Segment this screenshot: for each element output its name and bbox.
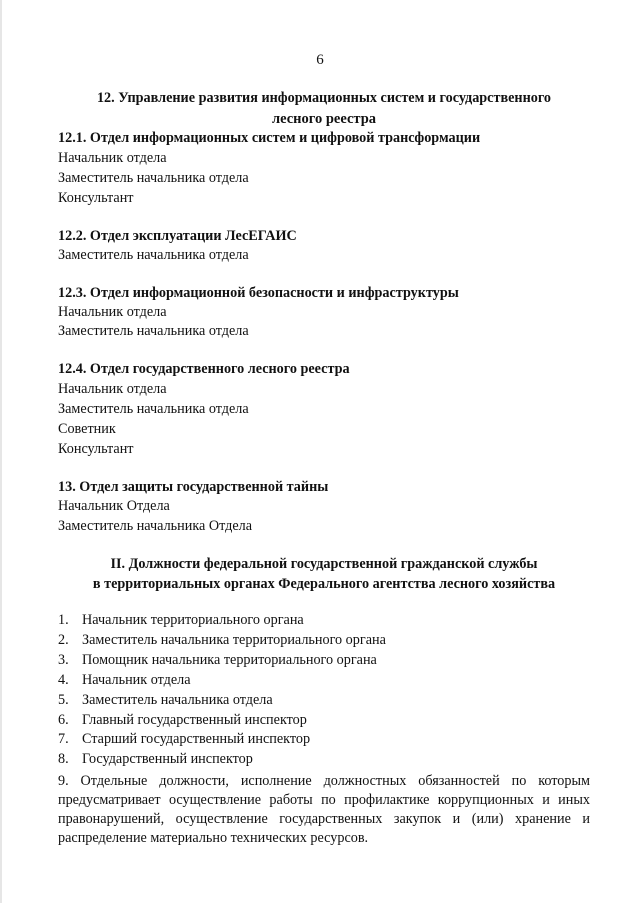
item-number: 1.	[58, 612, 69, 628]
list-item	[58, 611, 386, 631]
item-text: Заместитель начальника территориального органа	[82, 631, 386, 648]
item-number: 8.	[58, 751, 69, 768]
position-line: Заместитель начальника отдела	[58, 323, 249, 339]
section-12-title-line1: 12. Управление развития информационных систем и государственного	[96, 90, 552, 106]
list-item	[58, 631, 386, 651]
subsection-12-3-title: 12.3. Отдел информационной безопасности и инфраструктуры	[58, 285, 459, 301]
position-line: Начальник Отдела	[58, 498, 170, 514]
item-number: 7.	[58, 731, 69, 748]
item-9-paragraph: 9. Отдельные должности, исполнение должностных обязанностей по которым предусматривает осуществление работы по профилактике коррупционных и иных правонарушений, осуществление государственных закупок и (или) хранение и распределение материально технических ресурсов.	[58, 773, 590, 846]
item-text: Старший государственный инспектор	[82, 731, 311, 748]
item-number: 6.	[58, 711, 69, 728]
position-line: Начальник отдела	[58, 304, 167, 320]
position-line: Заместитель начальника отдела	[58, 401, 249, 417]
subsection-12-1-title: 12.1. Отдел информационных систем и цифровой трансформации	[58, 130, 481, 146]
item-text: Государственный инспектор	[82, 751, 253, 768]
list-item	[58, 730, 386, 750]
subsection-12-2-title: 12.2. Отдел эксплуатации ЛесЕГАИС	[58, 228, 297, 244]
list-item	[58, 750, 386, 770]
scan-edge	[0, 0, 2, 903]
item-text: Главный государственный инспектор	[82, 711, 307, 728]
item-text: Начальник отдела	[82, 671, 191, 688]
list-item	[58, 711, 386, 731]
position-line: Заместитель начальника Отдела	[58, 518, 253, 534]
position-line: Начальник отдела	[58, 150, 167, 166]
item-text: Помощник начальника территориального органа	[82, 651, 377, 668]
list-item	[58, 691, 386, 711]
item-text: Начальник территориального органа	[82, 612, 304, 628]
section-12-title-line2: лесного реестра	[271, 111, 377, 127]
item-text: Заместитель начальника отдела	[82, 691, 273, 708]
list-item	[58, 651, 386, 671]
part-2-title-line1: II. Должности федеральной государственной гражданской службы	[110, 556, 538, 572]
page-number: 6	[316, 52, 324, 68]
section-13-title: 13. Отдел защиты государственной тайны	[58, 479, 329, 495]
position-line: Советник	[58, 421, 116, 437]
list-item	[58, 671, 386, 691]
position-line: Консультант	[58, 441, 134, 457]
position-line: Заместитель начальника отдела	[58, 247, 249, 263]
position-line: Начальник отдела	[58, 381, 167, 397]
part-2-title-line2: в территориальных органах Федерального агентства лесного хозяйства	[92, 576, 556, 592]
subsection-12-4-title: 12.4. Отдел государственного лесного реестра	[58, 361, 350, 377]
item-number: 4.	[58, 671, 69, 688]
position-list	[58, 611, 386, 770]
item-number: 5.	[58, 691, 69, 708]
position-line: Консультант	[58, 190, 134, 206]
position-line: Заместитель начальника отдела	[58, 170, 249, 186]
item-number: 3.	[58, 651, 69, 668]
item-number: 2.	[58, 631, 69, 648]
